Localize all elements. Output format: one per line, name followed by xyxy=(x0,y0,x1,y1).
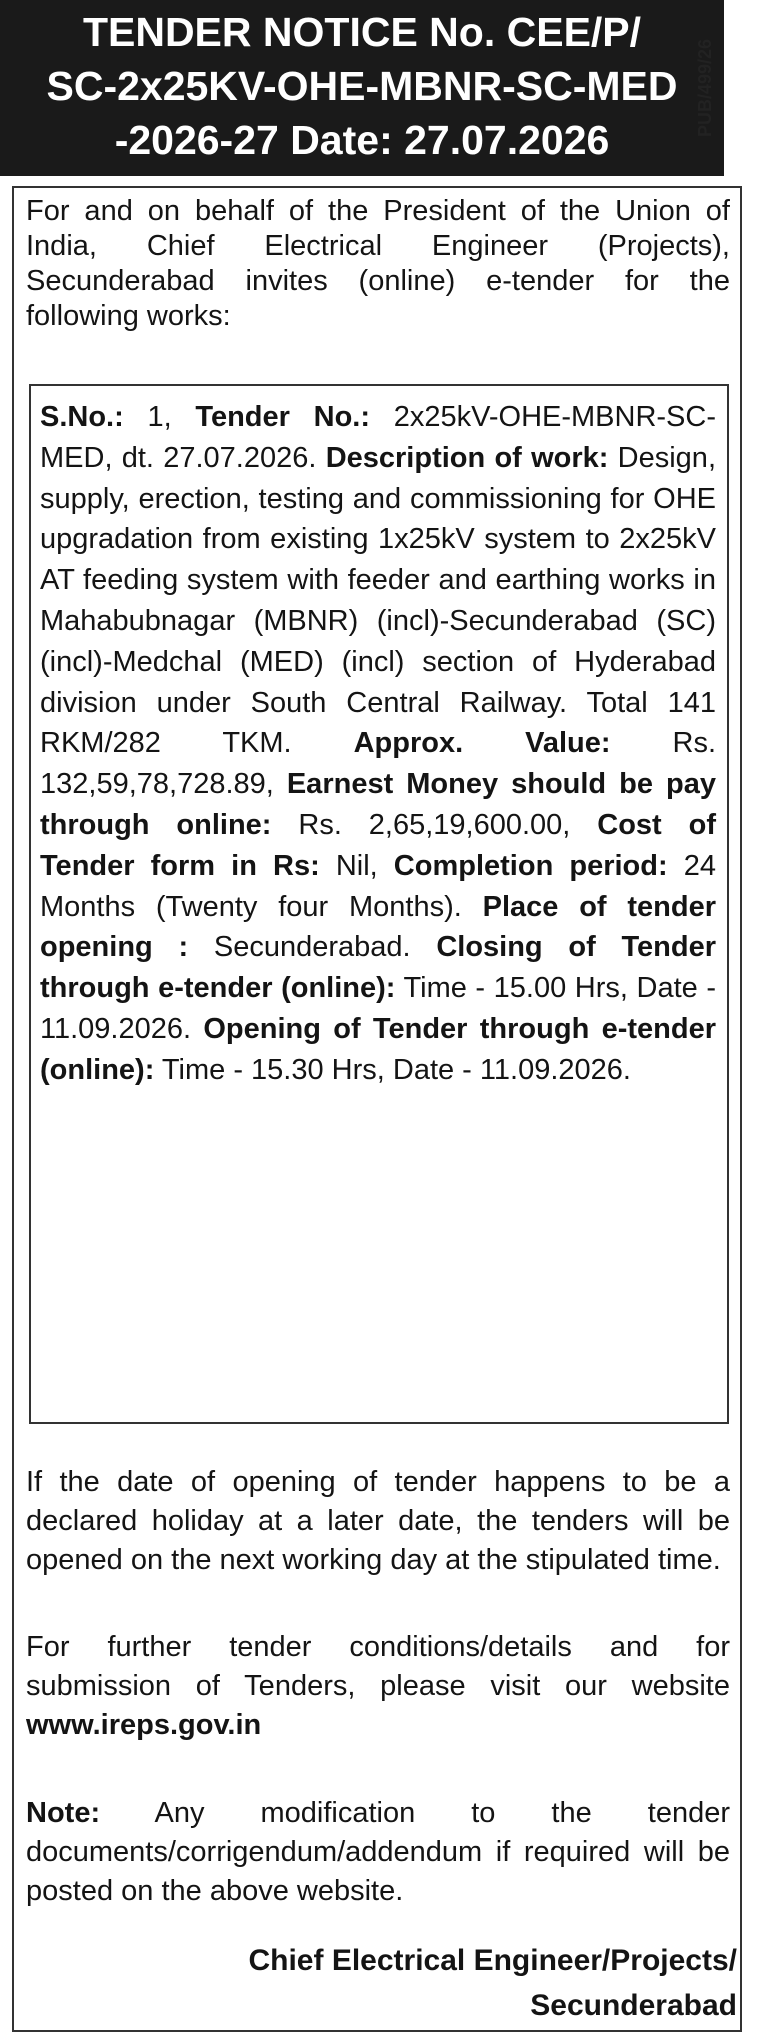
completion-label: Completion period: xyxy=(393,849,668,882)
tender-notice-title-line-1: TENDER NOTICE No. CEE/P/ xyxy=(82,9,642,55)
further-details-text: For further tender conditions/details and for submission of Tenders, please visit our website xyxy=(26,1631,730,1702)
signature-line-2: Secunderabad xyxy=(530,1989,737,2022)
opening-value: Time - 15.30 Hrs, Date - 11.09.2026. xyxy=(154,1053,631,1086)
tender-no-value: 2x25kV-OHE-MBNR-SC-MED, dt. 27.07.2026. xyxy=(40,401,716,474)
tender-no-label: Tender No.: xyxy=(195,401,371,433)
emd-value: Rs. 2,65,19,600.00, xyxy=(271,808,598,841)
description-value: Design, supply, erection, testing and commissioning for OHE upgradation from existing 1x25kV system to 2x25kV AT feeding system with feeder and earthing works in Mahabubnagar (MBNR) (incl)-Secunderabad (SC) (incl)-Medchal (MED) (incl) section of Hyderabad division under South Central Railway. Total 141 RKM/282 TKM. xyxy=(40,441,716,760)
place-label: Place of tender opening : xyxy=(40,890,716,964)
emd-label: Earnest Money should be pay through online: xyxy=(40,768,716,841)
intro-paragraph: For and on behalf of the President of the Union of India, Chief Electrical Engineer (Projects), Secunderabad invites (online) e-tender for the following works: xyxy=(26,195,730,332)
note-text: Any modification to the tender documents/corrigendum/addendum if required will be posted on the above website. xyxy=(26,1797,730,1907)
note-label: Note: xyxy=(26,1797,101,1829)
approx-value-label: Approx. Value: xyxy=(353,727,611,760)
work-details xyxy=(40,397,716,1091)
website-link[interactable]: www.ireps.gov.in xyxy=(26,1709,262,1741)
tender-notice-title-line-3: -2026-27 Date: 27.07.2026 xyxy=(114,117,610,163)
holiday-paragraph: If the date of opening of tender happens to be a declared holiday at a later date, the tenders will be opened on the next working day at the stipulated time. xyxy=(26,1466,730,1576)
place-value: Secunderabad. xyxy=(188,931,437,964)
further-details-paragraph xyxy=(26,1628,730,1745)
closing-label: Closing of Tender through e-tender (online): xyxy=(40,931,716,1005)
approx-value-value: Rs. 132,59,78,728.89, xyxy=(40,727,716,801)
notice-header xyxy=(0,0,724,176)
sno-label: S.No.: xyxy=(40,401,124,433)
note-paragraph xyxy=(26,1794,730,1911)
tender-notice-title-line-2: SC-2x25KV-OHE-MBNR-SC-MED xyxy=(46,63,678,109)
cost-value: Nil, xyxy=(319,849,394,882)
sno-value: 1, xyxy=(123,401,196,433)
closing-value: Time - 15.00 Hrs, Date - 11.09.2026. xyxy=(40,972,716,1045)
cost-label: Cost of Tender form in Rs: xyxy=(40,808,716,882)
completion-value: 24 Months (Twenty four Months). xyxy=(40,849,716,923)
signature-line-1: Chief Electrical Engineer/Projects/ xyxy=(248,1944,737,1977)
opening-label: Opening of Tender through e-tender (online): xyxy=(40,1012,716,1086)
publication-code: PUB/499/26 xyxy=(695,38,715,138)
description-label: Description of work: xyxy=(325,441,609,474)
